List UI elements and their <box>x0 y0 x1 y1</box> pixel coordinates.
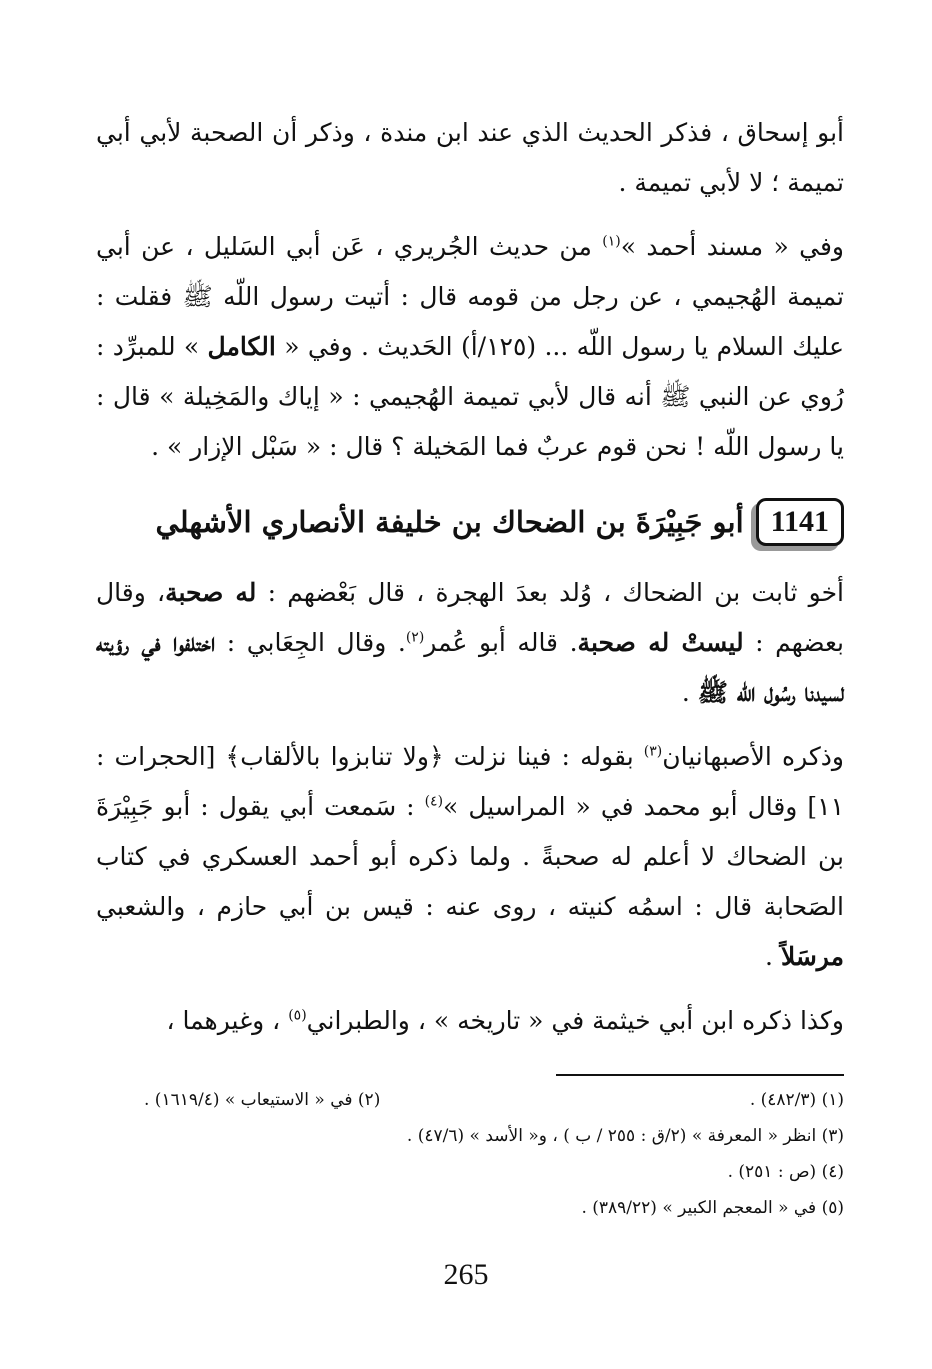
paragraph-3 <box>96 568 844 718</box>
para3-f: . وقال الجِعَابي : <box>215 628 406 657</box>
footnote-4: (٤) (ص : ٢٥١) . <box>727 1162 844 1182</box>
para2-b: من حديث الجُريري ، عَن أبي السَليل ، عن أبي تميمة الهُجيمي ، عن رجل من قومه قال : أتيت رسول اللّه ﷺ فقلت : عليك السلام يا رسول اللّه ... (١٢٥/أ) الحَديث . وفي « <box>96 232 844 361</box>
para3-h: . <box>681 678 698 707</box>
para3-g: اختلفوا في رؤيته لسيدنا رسُول اللّه ﷺ <box>96 628 844 707</box>
paragraph-4 <box>96 732 844 982</box>
para3-a: أخو ثابت بن الضحاك ، وُلد بعدَ الهجرة ، قال بَعْضهم : <box>256 578 844 607</box>
footnote-ref-1: (١) <box>602 233 621 250</box>
para4-a: وذكره الأصبهانيان <box>662 742 844 771</box>
para2-d: » للمبرِّد : رُوي عن النبي ﷺ أنه قال لأبي تميمة الهُجيمي : « إياك والمَخِيلة » قال : يا رسول اللّه ! نحن قوم عربٌ فما المَخيلة ؟ قال : « سَبْل الإزار » . <box>96 332 844 461</box>
footnote-ref-2: (٢) <box>405 629 425 646</box>
footnote-ref-3: (٣) <box>643 743 663 760</box>
para2-c: الكامل <box>207 332 276 361</box>
entry-title: أبو جَبِيْرَةَ بن الضحاك بن خليفة الأنصاري الأشهلي <box>155 505 744 539</box>
para3-c: ، وقال بعضهم : <box>96 578 845 657</box>
footnote-1: (١) (٤٨٢/٣) . <box>749 1090 844 1110</box>
footnotes <box>84 1082 844 1226</box>
paragraph-1-text: أبو إسحاق ، فذكر الحديث الذي عند ابن مندة ، وذكر أن الصحبة لأبي أبي تميمة ؛ لا لأبي تميمة . <box>96 118 844 197</box>
paragraph-2 <box>96 222 844 472</box>
entry-heading <box>96 498 844 546</box>
para4-b: بقوله : فينا نزلت ﴿ولا تنابزوا بالألقاب﴾ [الحجرات : ١١] وقال أبو محمد في « المراسيل » <box>96 742 844 821</box>
para3-b: له صحبة <box>165 578 257 607</box>
footnote-ref-4: (٤) <box>424 793 444 810</box>
entry-number: 1141 <box>756 498 844 546</box>
para3-d: ليستْ له صحبة <box>577 628 744 657</box>
page-number: 265 <box>443 1258 489 1291</box>
para4-e: . <box>765 942 781 971</box>
footnote-3: (٣) انظر « المعرفة » (٢/ق : ٢٥٥ / ب ) ، و« الأسد » (٤٧/٦) . <box>406 1126 844 1146</box>
para2-a: وفي « مسند أحمد » <box>620 232 845 261</box>
paragraph-1 <box>96 108 844 208</box>
footnote-row <box>84 1082 844 1118</box>
footnote-divider <box>556 1074 844 1076</box>
main-text <box>96 108 844 472</box>
para3-e: . قاله أبو عُمر <box>424 628 578 657</box>
footnote-5: (٥) في « المعجم الكبير » (٣٨٩/٢٢) . <box>581 1198 844 1218</box>
para5-a: وكذا ذكره ابن أبي خيثمة في « تاريخه » ، والطبراني <box>306 1006 844 1035</box>
entry-text <box>96 568 844 1046</box>
footnote-ref-5: (٥) <box>288 1007 307 1024</box>
para4-c: : سَمعت أبي يقول : أبو جَبِيْرَةَ بن الضحاك لا أعلم له صحبةً . ولما ذكره أبو أحمد العسكري في كتاب الصَحابة قال : اسمُه كنيته ، روى عنه : قيس بن أبي حازم ، والشعبي <box>96 792 844 921</box>
para4-d: مرسَلاً <box>780 942 844 971</box>
footnote-2: (٢) في « الاستيعاب » (١٦١٩/٤) . <box>144 1090 381 1110</box>
para5-b: ، وغيرهما ، <box>166 1006 289 1035</box>
paragraph-5 <box>96 996 844 1046</box>
